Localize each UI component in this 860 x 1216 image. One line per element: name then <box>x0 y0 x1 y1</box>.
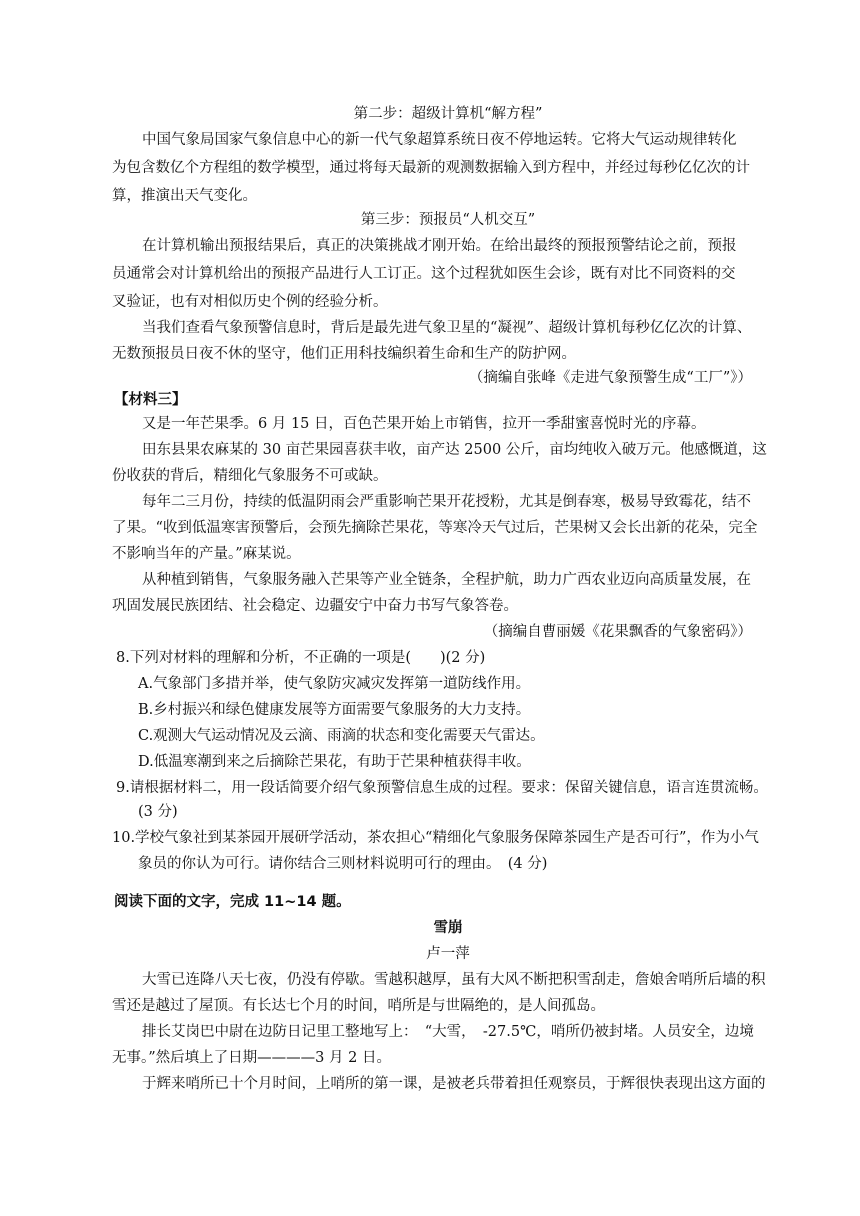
paragraph-line: 排长艾岗巴中尉在边防日记里工整地写上： “大雪， -27.5℃，哨所仍被封堵。人员安全，边境 <box>142 1024 754 1040</box>
paragraph-line: 大雪已连降八天七夜，仍没有停歇。雪越积越厚，虽有大风不断把积雪刮走，詹娘舍哨所后墙的积 <box>142 972 766 988</box>
paragraph-line: 当我们查看气象预警信息时，背后是最先进气象卫星的“凝视”、超级计算机每秒亿亿次的计算、 <box>142 320 752 336</box>
step3-heading: 第三步：预报员“人机交互” <box>360 212 536 228</box>
paragraph-line: 叉验证，也有对相似历史个例的经验分析。 <box>112 294 388 310</box>
material-label: 【材料三】 <box>114 392 187 408</box>
paragraph-line: 每年二三月份，持续的低温阴雨会严重影响芒果开花授粉，尤其是倒春寒，极易导致霉花，结不 <box>142 494 751 510</box>
question-8-option-c: C.观测大气运动情况及云滴、雨滴的状态和变化需要天气雷达。 <box>138 728 545 744</box>
paragraph-line: 了果。“收到低温寒害预警后，会预先摘除芒果花，等寒冷天气过后，芒果树又会长出新的花朵，完全 <box>112 520 758 536</box>
paragraph-line: 从种植到销售，气象服务融入芒果等产业全链条，全程护航，助力广西农业迈向高质量发展，在 <box>142 572 751 588</box>
question-9: 9.请根据材料二，用一段话简要介绍气象预警信息生成的过程。要求：保留关键信息，语言连贯流畅。 <box>116 780 768 796</box>
paragraph-line: 在计算机输出预报结果后，真正的决策挑战才刚开始。在给出最终的预报预警结论之前，预报 <box>142 238 737 254</box>
article-title: 雪崩 <box>433 920 463 936</box>
reading-instruction: 阅读下面的文字，完成 11~14 题。 <box>114 894 351 910</box>
paragraph-line: 又是一年芒果季。6 月 15 日，百色芒果开始上市销售，拉开一季甜蜜喜悦时光的序幕。 <box>142 416 706 432</box>
source-citation: （摘编自曹丽媛《花果飘香的气象密码》） <box>483 624 752 640</box>
question-9-score: (3 分) <box>138 804 178 820</box>
paragraph-line: 无事。”然后填上了日期————3 月 2 日。 <box>112 1050 391 1066</box>
article-author: 卢一萍 <box>426 946 470 962</box>
question-10: 10.学校气象社到某茶园开展研学活动，茶农担心“精细化气象服务保障茶园生产是否可行”，作为小气 <box>112 830 759 846</box>
paragraph-line: 员通常会对计算机给出的预报产品进行人工订正。这个过程犹如医生会诊，既有对比不同资料的交 <box>112 266 736 282</box>
paragraph-line: 份收获的背后，精细化气象服务不可或缺。 <box>112 468 388 484</box>
paragraph-line: 田东县果农麻某的 30 亩芒果园喜获丰收，亩产达 2500 公斤，亩均纯收入破万元。他感慨道，这 <box>142 442 767 458</box>
paragraph-line: 巩固发展民族团结、社会稳定、边疆安宁中奋力书写气象答卷。 <box>112 598 518 614</box>
source-citation: （摘编自张峰《走进气象预警生成“工厂”》） <box>468 370 752 386</box>
step2-heading: 第二步：超级计算机“解方程” <box>353 106 543 122</box>
question-8-option-a: A.气象部门多措并举，使气象防灾减灾发挥第一道防线作用。 <box>138 676 531 692</box>
paragraph-line: 雪还是越过了屋顶。有长达七个月的时间，哨所是与世隔绝的，是人间孤岛。 <box>112 998 605 1014</box>
question-8-option-d: D.低温寒潮到来之后摘除芒果花，有助于芒果种植获得丰收。 <box>138 754 531 770</box>
question-8-option-b: B.乡村振兴和绿色健康发展等方面需要气象服务的大力支持。 <box>138 702 531 718</box>
paragraph-line: 为包含数亿个方程组的数学模型，通过将每天最新的观测数据输入到方程中，并经过每秒亿亿次的计 <box>112 160 750 176</box>
paragraph-line: 中国气象局国家气象信息中心的新一代气象超算系统日夜不停地运转。它将大气运动规律转化 <box>142 132 737 148</box>
paragraph-line: 无数预报员日夜不休的坚守，他们正用科技编织着生命和生产的防护网。 <box>112 346 576 362</box>
paragraph-line: 算，推演出天气变化。 <box>112 188 257 204</box>
paragraph-line: 不影响当年的产量。”麻某说。 <box>112 546 301 562</box>
question-10-continued: 象员的你认为可行。请你结合三则材料说明可行的理由。 (4 分) <box>138 856 548 872</box>
paragraph-line: 于辉来哨所已十个月时间，上哨所的第一课，是被老兵带着担任观察员，于辉很快表现出这方面的 <box>142 1076 766 1092</box>
question-8: 8.下列对材料的理解和分析，不正确的一项是( )(2 分) <box>116 650 486 666</box>
